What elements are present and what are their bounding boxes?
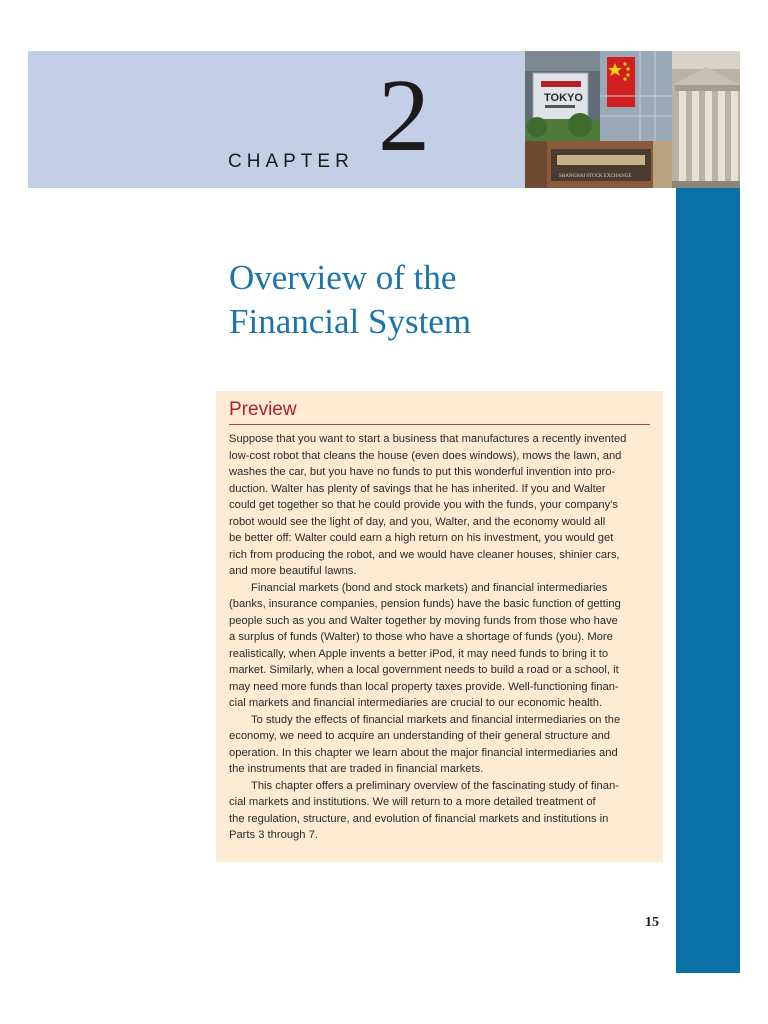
- page-number: 15: [645, 915, 659, 930]
- text-line: rich from producing the robot, and we would have cleaner houses, shinier cars,: [229, 548, 620, 561]
- text-line: washes the car, but you have no funds to put this wonderful invention into pro-: [229, 466, 616, 478]
- text-line: may need more funds than local property taxes provide. Well-functioning finan-: [229, 680, 619, 693]
- text-line: To study the effects of financial markets and financial intermediaries on the: [251, 713, 621, 726]
- preview-paragraph-4: [229, 778, 650, 844]
- preview-box: [216, 391, 663, 862]
- chapter-title-line-1: Overview of the: [229, 258, 457, 297]
- text-line: the regulation, structure, and evolution of financial markets and institutions in: [229, 812, 609, 825]
- stock-exchange-photo-collage: [525, 51, 740, 188]
- text-line: be better off: Walter could earn a high return on his investment, you would get: [229, 532, 614, 544]
- chapter-side-bar: [676, 188, 740, 973]
- preview-body: [229, 431, 650, 844]
- text-line: economy, we need to acquire an understanding of their general structure and: [229, 730, 611, 742]
- text-line: a surplus of funds (Walter) to those who have a shortage of funds (you). More: [229, 631, 613, 643]
- shanghai-sign-text: SHANGHAI STOCK EXCHANGE: [559, 174, 632, 179]
- preview-paragraph-3: [229, 712, 650, 778]
- photo-collage-image: [525, 51, 740, 188]
- text-line: market. Similarly, when a local government needs to build a road or a school, it: [229, 664, 619, 676]
- text-line: Financial markets (bond and stock markets) and financial intermediaries: [251, 581, 608, 594]
- text-line: cial markets and financial intermediaries are crucial to our economic health.: [229, 697, 603, 709]
- text-line: cial markets and institutions. We will return to a more detailed treatment of: [229, 796, 596, 808]
- chapter-number: 2: [378, 58, 430, 173]
- tokyo-sign-text: TOKYO: [544, 92, 583, 104]
- text-line: Parts 3 through 7.: [229, 829, 318, 841]
- text-line: and more beautiful lawns.: [229, 565, 357, 577]
- chapter-title-line-2: Financial System: [229, 302, 472, 341]
- text-line: the instruments that are traded in financial markets.: [229, 763, 484, 775]
- preview-heading: Preview: [229, 399, 297, 420]
- text-line: Suppose that you want to start a business that manufactures a recently invented: [229, 433, 627, 445]
- preview-divider: [229, 424, 650, 425]
- preview-paragraph-1: [229, 431, 650, 580]
- text-line: low-cost robot that cleans the house (even does windows), mows the lawn, and: [229, 449, 622, 462]
- text-line: people such as you and Walter together by moving funds from those who have: [229, 614, 618, 627]
- text-line: duction. Walter has plenty of savings that he has inherited. If you and Walter: [229, 482, 606, 495]
- text-line: (banks, insurance companies, pension funds) have the basic function of getting: [229, 598, 621, 610]
- text-line: robot would see the light of day, and you, Walter, and the economy would all: [229, 515, 606, 528]
- chapter-label: CHAPTER: [228, 151, 354, 172]
- text-line: could get together so that he could provide you with the funds, your company's: [229, 499, 618, 511]
- preview-paragraph-2: [229, 580, 650, 712]
- text-line: operation. In this chapter we learn about the major financial intermediaries and: [229, 746, 618, 759]
- chapter-title: [229, 256, 471, 344]
- text-line: This chapter offers a preliminary overview of the fascinating study of finan-: [251, 779, 619, 792]
- text-line: realistically, when Apple invents a better iPod, it may need funds to bring it to: [229, 647, 609, 660]
